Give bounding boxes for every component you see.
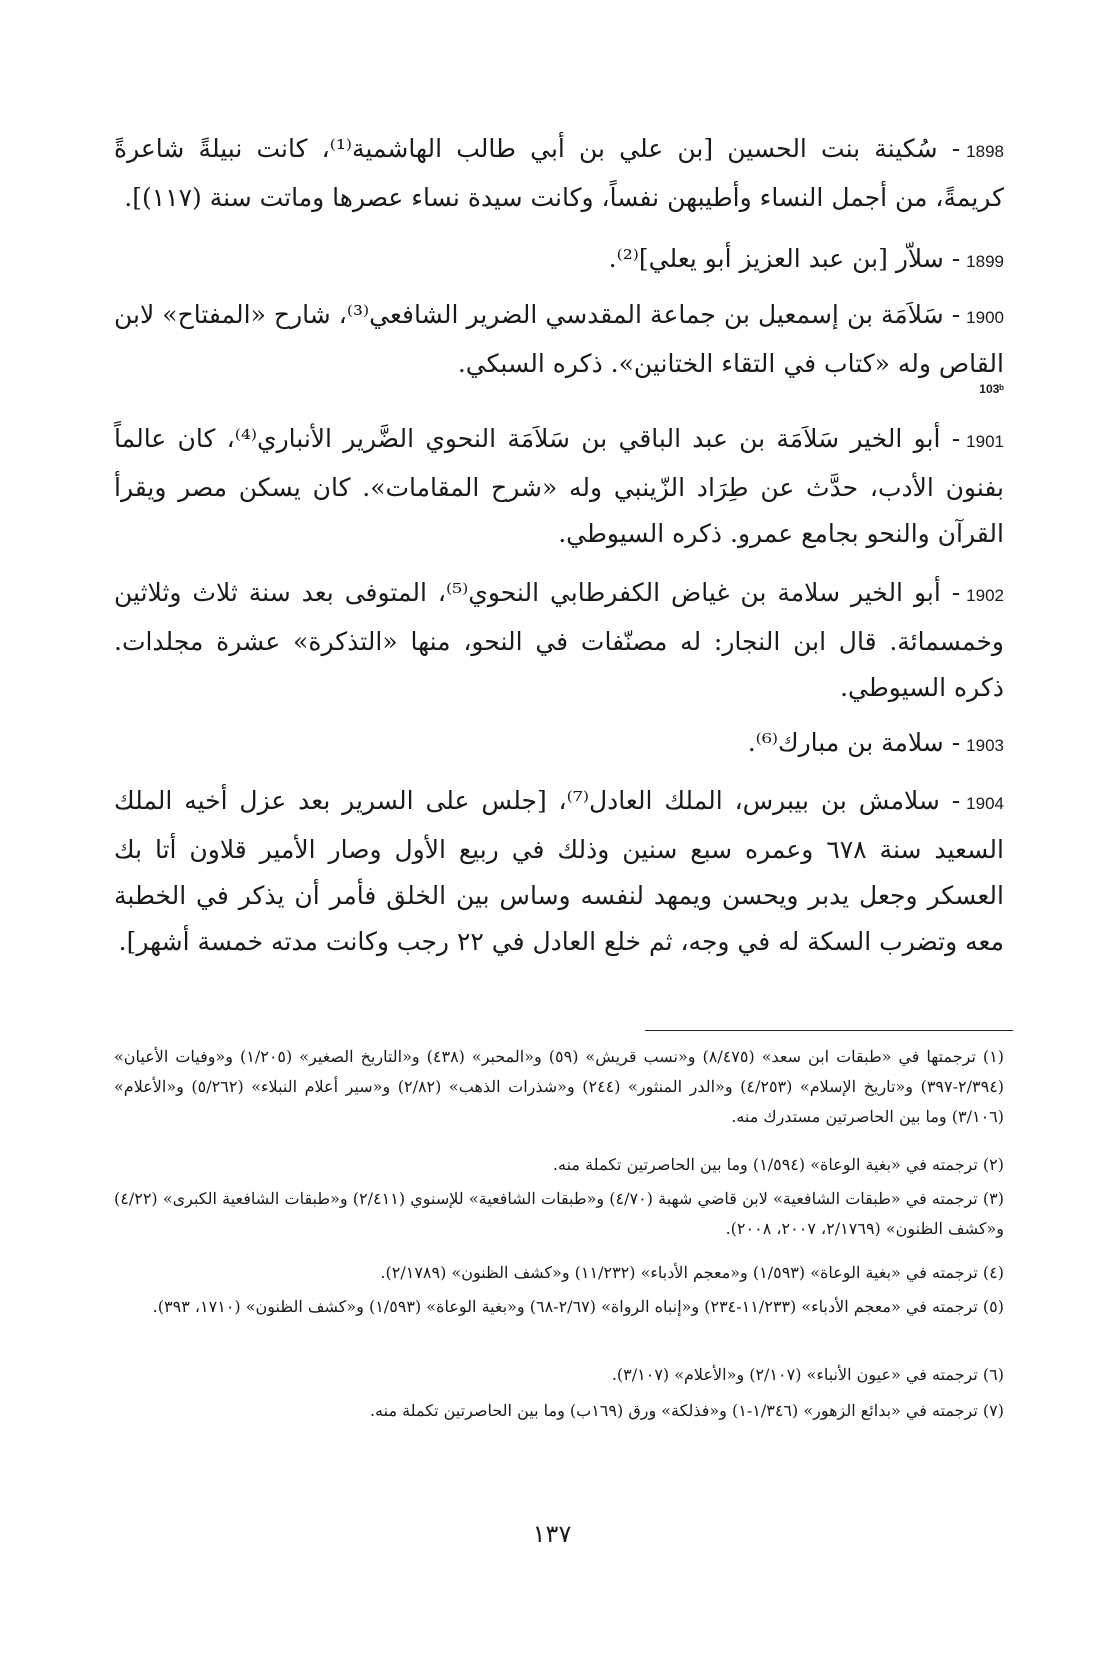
entry-1901: 1901- أبو الخير سَلاَمَة بن عبد الباقي بن سَلاَمَة النحوي الضَّرير الأنباري⁽⁴⁾، كان عالماً بفنون الأدب، حدَّث عن طِرَاد الزّينبي وله «شرح المقامات». كان يسكن مصر ويقرأ القرآن والنحو بجامع عمرو. ذكره السيوطي. bbox=[114, 424, 1004, 548]
footnote-4: (٤) ترجمته في «بغية الوعاة» (١/٥٩٣) و«معجم الأدباء» (١١/٢٣٢) و«كشف الظنون» (٢/١٧٨٩). bbox=[380, 1263, 1004, 1282]
footnote-1: (١) ترجمتها في «طبقات ابن سعد» (٨/٤٧٥) و«نسب قريش» (٥٩) و«المحبر» (٤٣٨) و«التاريخ الصغير» (١/٢٠٥) و«وفيات الأعيان» (٢/٣٩٤-٣٩٧) و«تاريخ الإسلام» (٤/٢٥٣) و«الدر المنثور» (٢٤٤) و«شذرات الذهب» (٢/٨٢) و«سير أعلام النبلاء» (٥/٢٦٢) و«الأعلام» (٣/١٠٦) وما بين الحاصرتين مستدرك منه. bbox=[114, 1047, 1005, 1126]
entry-number: 1900 bbox=[966, 308, 1004, 327]
footnote-2: (٢) ترجمته في «بغية الوعاة» (١/٥٩٤) وما بين الحاصرتين تكملة منه. bbox=[552, 1155, 1004, 1174]
entry-number: 1901 bbox=[966, 432, 1004, 451]
entry-1902: 1902- أبو الخير سلامة بن غياض الكفرطابي النحوي⁽⁵⁾، المتوفى بعد سنة ثلاث وثلاثين وخمسمائة. قال ابن النجار: له مصنّفات في النحو، منها «التذكرة» عشرة مجلدات. ذكره السيوطي. bbox=[114, 578, 1004, 702]
entry-text: أبو الخير سَلاَمَة بن عبد الباقي بن سَلاَمَة النحوي الضَّرير الأنباري⁽⁴⁾، كان عالماً بفنون الأدب، حدَّث عن طِرَاد الزّينبي وله «شرح المقامات». كان يسكن مصر ويقرأ القرآن والنحو بجامع عمرو. ذكره السيوطي. bbox=[114, 424, 1004, 548]
entry-1899: 1899- سلاّر [بن عبد العزيز أبو يعلي]⁽²⁾. bbox=[608, 244, 1004, 273]
entry-1903: 1903- سلامة بن مبارك⁽⁶⁾. bbox=[747, 728, 1004, 757]
entry-number: 1898 bbox=[966, 142, 1004, 161]
entry-number: 1902 bbox=[966, 586, 1004, 605]
entry-text: سُكينة بنت الحسين [بن علي بن أبي طالب الهاشمية⁽¹⁾، كانت نبيلةً شاعرةً كريمةً، من أجمل النساء وأطيبهن نفساً، وكانت سيدة نساء عصرها وماتت سنة (١١٧)]. bbox=[114, 134, 1004, 212]
entry-text: أبو الخير سلامة بن غياض الكفرطابي النحوي⁽⁵⁾، المتوفى بعد سنة ثلاث وثلاثين وخمسمائة. قال ابن النجار: له مصنّفات في النحو، منها «التذكرة» عشرة مجلدات. ذكره السيوطي. bbox=[114, 578, 1004, 702]
footnote-divider bbox=[645, 1030, 1013, 1031]
footnote-5: (٥) ترجمته في «معجم الأدباء» (١١/٢٣٣-٢٣٤) و«إنباه الرواة» (٢/٦٧-٦٨) و«بغية الوعاة» (١/٥٩٣) و«كشف الظنون» (١٧١٠، ٣٩٣). bbox=[152, 1297, 1004, 1316]
entry-1898: 1898- سُكينة بنت الحسين [بن علي بن أبي طالب الهاشمية⁽¹⁾، كانت نبيلةً شاعرةً كريمةً، من أجمل النساء وأطيبهن نفساً، وكانت سيدة نساء عصرها وماتت سنة (١١٧)]. bbox=[114, 134, 1004, 212]
entry-text: سلامش بن بيبرس، الملك العادل⁽⁷⁾، [جلس على السرير بعد عزل أخيه الملك السعيد سنة ٦٧٨ وعمره سبع سنين وذلك في ربيع الأول وصار الأمير قلاون أتا بك العسكر وجعل يدبر ويحسن ويمهد لنفسه وساس بين الخلق فأمر أن يذكر في الخطبة معه وتضرب السكة له في وجه، ثم خلع العادل في ٢٢ رجب وكانت مدته خمسة أشهر]. bbox=[114, 786, 1004, 956]
entry-text: سلاّر [بن عبد العزيز أبو يعلي]⁽²⁾. bbox=[608, 244, 944, 273]
footnote-6: (٦) ترجمته في «عيون الأنباء» (٢/١٠٧) و«الأعلام» (٣/١٠٧). bbox=[611, 1365, 1004, 1384]
page-number: ١٣٧ bbox=[532, 1520, 572, 1548]
entry-number: 1899 bbox=[966, 252, 1004, 271]
entry-number: 1904 bbox=[966, 794, 1004, 813]
entry-text: سَلاَمَة بن إسمعيل بن جماعة المقدسي الضرير الشافعي⁽³⁾، شارح «المفتاح» لابن القاص وله «كتاب في التقاء الختانين». ذكره السبكي. bbox=[114, 300, 1004, 378]
entry-number: 1903 bbox=[966, 736, 1004, 755]
entry-1904: 1904- سلامش بن بيبرس، الملك العادل⁽⁷⁾، [جلس على السرير بعد عزل أخيه الملك السعيد سنة ٦٧٨ وعمره سبع سنين وذلك في ربيع الأول وصار الأمير قلاون أتا بك العسكر وجعل يدبر ويحسن ويمهد لنفسه وساس بين الخلق فأمر أن يذكر في الخطبة معه وتضرب السكة له في وجه، ثم خلع العادل في ٢٢ رجب وكانت مدته خمسة أشهر]. bbox=[114, 786, 1004, 956]
footnote-7: (٧) ترجمته في «بدائع الزهور» (١/٣٤٦-١) و«فذلكة» ورق (١٦٩ب) وما بين الحاصرتين تكملة منه. bbox=[369, 1401, 1004, 1420]
footnote-3: (٣) ترجمته في «طبقات الشافعية» لابن قاضي شهبة (٤/٧٠) و«طبقات الشافعية» للإسنوي (٢/٤١١) و«طبقات الشافعية الكبرى» (٤/٢٢) و«كشف الظنون» (٢/١٧٦٩، ٢٠٠٧، ٢٠٠٨). bbox=[114, 1189, 1004, 1238]
manuscript-folio-marker: 103ᵇ bbox=[979, 382, 1004, 396]
entry-text: سلامة بن مبارك⁽⁶⁾. bbox=[747, 728, 944, 757]
entry-1900: 1900- سَلاَمَة بن إسمعيل بن جماعة المقدسي الضرير الشافعي⁽³⁾، شارح «المفتاح» لابن القاص وله «كتاب في التقاء الختانين». ذكره السبكي. bbox=[114, 300, 1004, 378]
